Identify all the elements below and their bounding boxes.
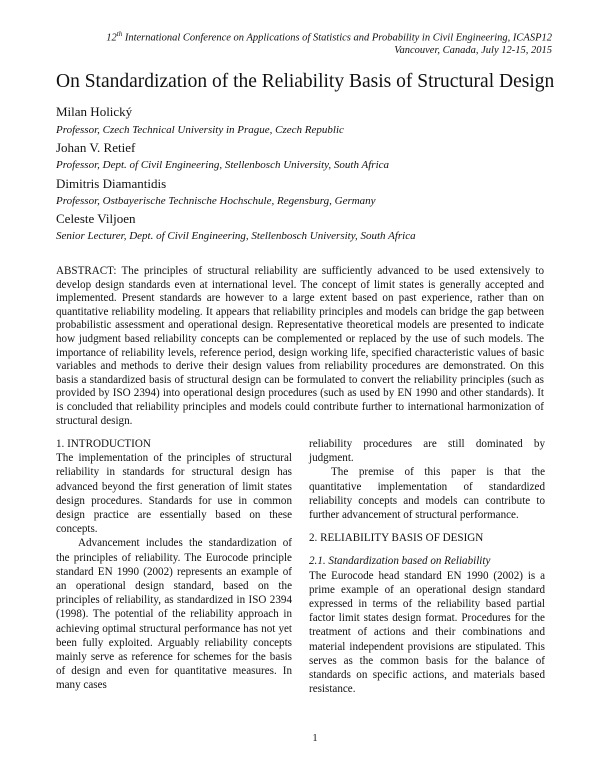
subsection-heading: 2.1. Standardization based on Reliability: [309, 555, 491, 568]
left-column: [56, 437, 292, 693]
conference-line-1: 12th International Conference on Applications of Statistics and Probability in Civil Engineering, ICASP12: [106, 30, 552, 44]
abstract: ABSTRACT: The principles of structural reliability are sufficiently advanced to be used extensively to develop design standards even at international level. The concept of limit states is generally accepted and implemented. Present standards are however to a large extent based on past experience, rather than on quantitative reliability modeling. It appears that reliability principles and models can bridge the gap between probabilistic assessment and operational design. Representative theoretical models are presented to indicate how judgment based reliability concepts can be complemented or replaced by the use of such models. The importance of reliability levels, reference period, design working life, specified characteristic values of basic variables and methods to derive their design values from reliability procedures are demonstrated. On this basis a standardized basis of structural design can be formulated to convert the reliability principles (such as provided by ISO 2394) into operational design procedures (such as used by EN 1990 and other standards). It is concluded that reliability principles and models could contribute further to international harmonization of structural design.: [56, 265, 544, 427]
author-name: Celeste Viljoen: [56, 211, 136, 226]
body-paragraph: The Eurocode head standard EN 1990 (2002) is a prime example of an operational design standard expressed in terms of the reliability based partial factor limit states design format. Procedures for the treatment of actions and their combinations and material independent provisions are stipulated. This serves as the common basis for the balance of standards on specific actions, and materials based resistance.: [309, 569, 545, 696]
paper-title: On Standardization of the Reliability Basis of Structural Design: [56, 71, 555, 92]
conference-header: [92, 28, 552, 57]
author-affiliation: Professor, Czech Technical University in Prague, Czech Republic: [56, 124, 344, 136]
author-affiliation: Professor, Ostbayerische Technische Hochschule, Regensburg, Germany: [56, 195, 376, 207]
author-affiliation: Senior Lecturer, Dept. of Civil Engineering, Stellenbosch University, South Africa: [56, 230, 416, 242]
page-number: 1: [312, 733, 318, 744]
author-name: Dimitris Diamantidis: [56, 176, 167, 191]
body-paragraph: The implementation of the principles of structural reliability in standards for structural design has advanced beyond the first generation of limit states design procedures. Standards for use in common design practice are essentially based on these concepts.: [56, 452, 292, 536]
body-paragraph: The premise of this paper is that the quantitative implementation of standardized reliability concepts and models can contribute to further advancement of structural performance.: [309, 466, 545, 522]
author-name: Milan Holický: [56, 104, 133, 119]
section-heading: 1. INTRODUCTION: [56, 438, 151, 450]
author-affiliation: Professor, Dept. of Civil Engineering, Stellenbosch University, South Africa: [56, 159, 390, 171]
conference-line-2: Vancouver, Canada, July 12-15, 2015: [394, 44, 552, 56]
section-heading: 2. RELIABILITY BASIS OF DESIGN: [309, 532, 484, 545]
right-column: [309, 437, 545, 696]
body-paragraph: Advancement includes the standardization of the principles of reliability. The Eurocode principle standard EN 1990 (2002) represents an example of an operational design standard, based on the principles of reliability, as standardized in ISO 2394 (1998). The potential of the reliability approach in achieving optimal structural performance has not yet been fully exploited. Arguably reliability concepts mainly serve as reference for schemes for the basis of design and even for quantitative measures. In many cases: [56, 537, 292, 692]
body-paragraph: reliability procedures are still dominated by judgment.: [309, 438, 545, 465]
author-name: Johan V. Retief: [56, 140, 136, 155]
